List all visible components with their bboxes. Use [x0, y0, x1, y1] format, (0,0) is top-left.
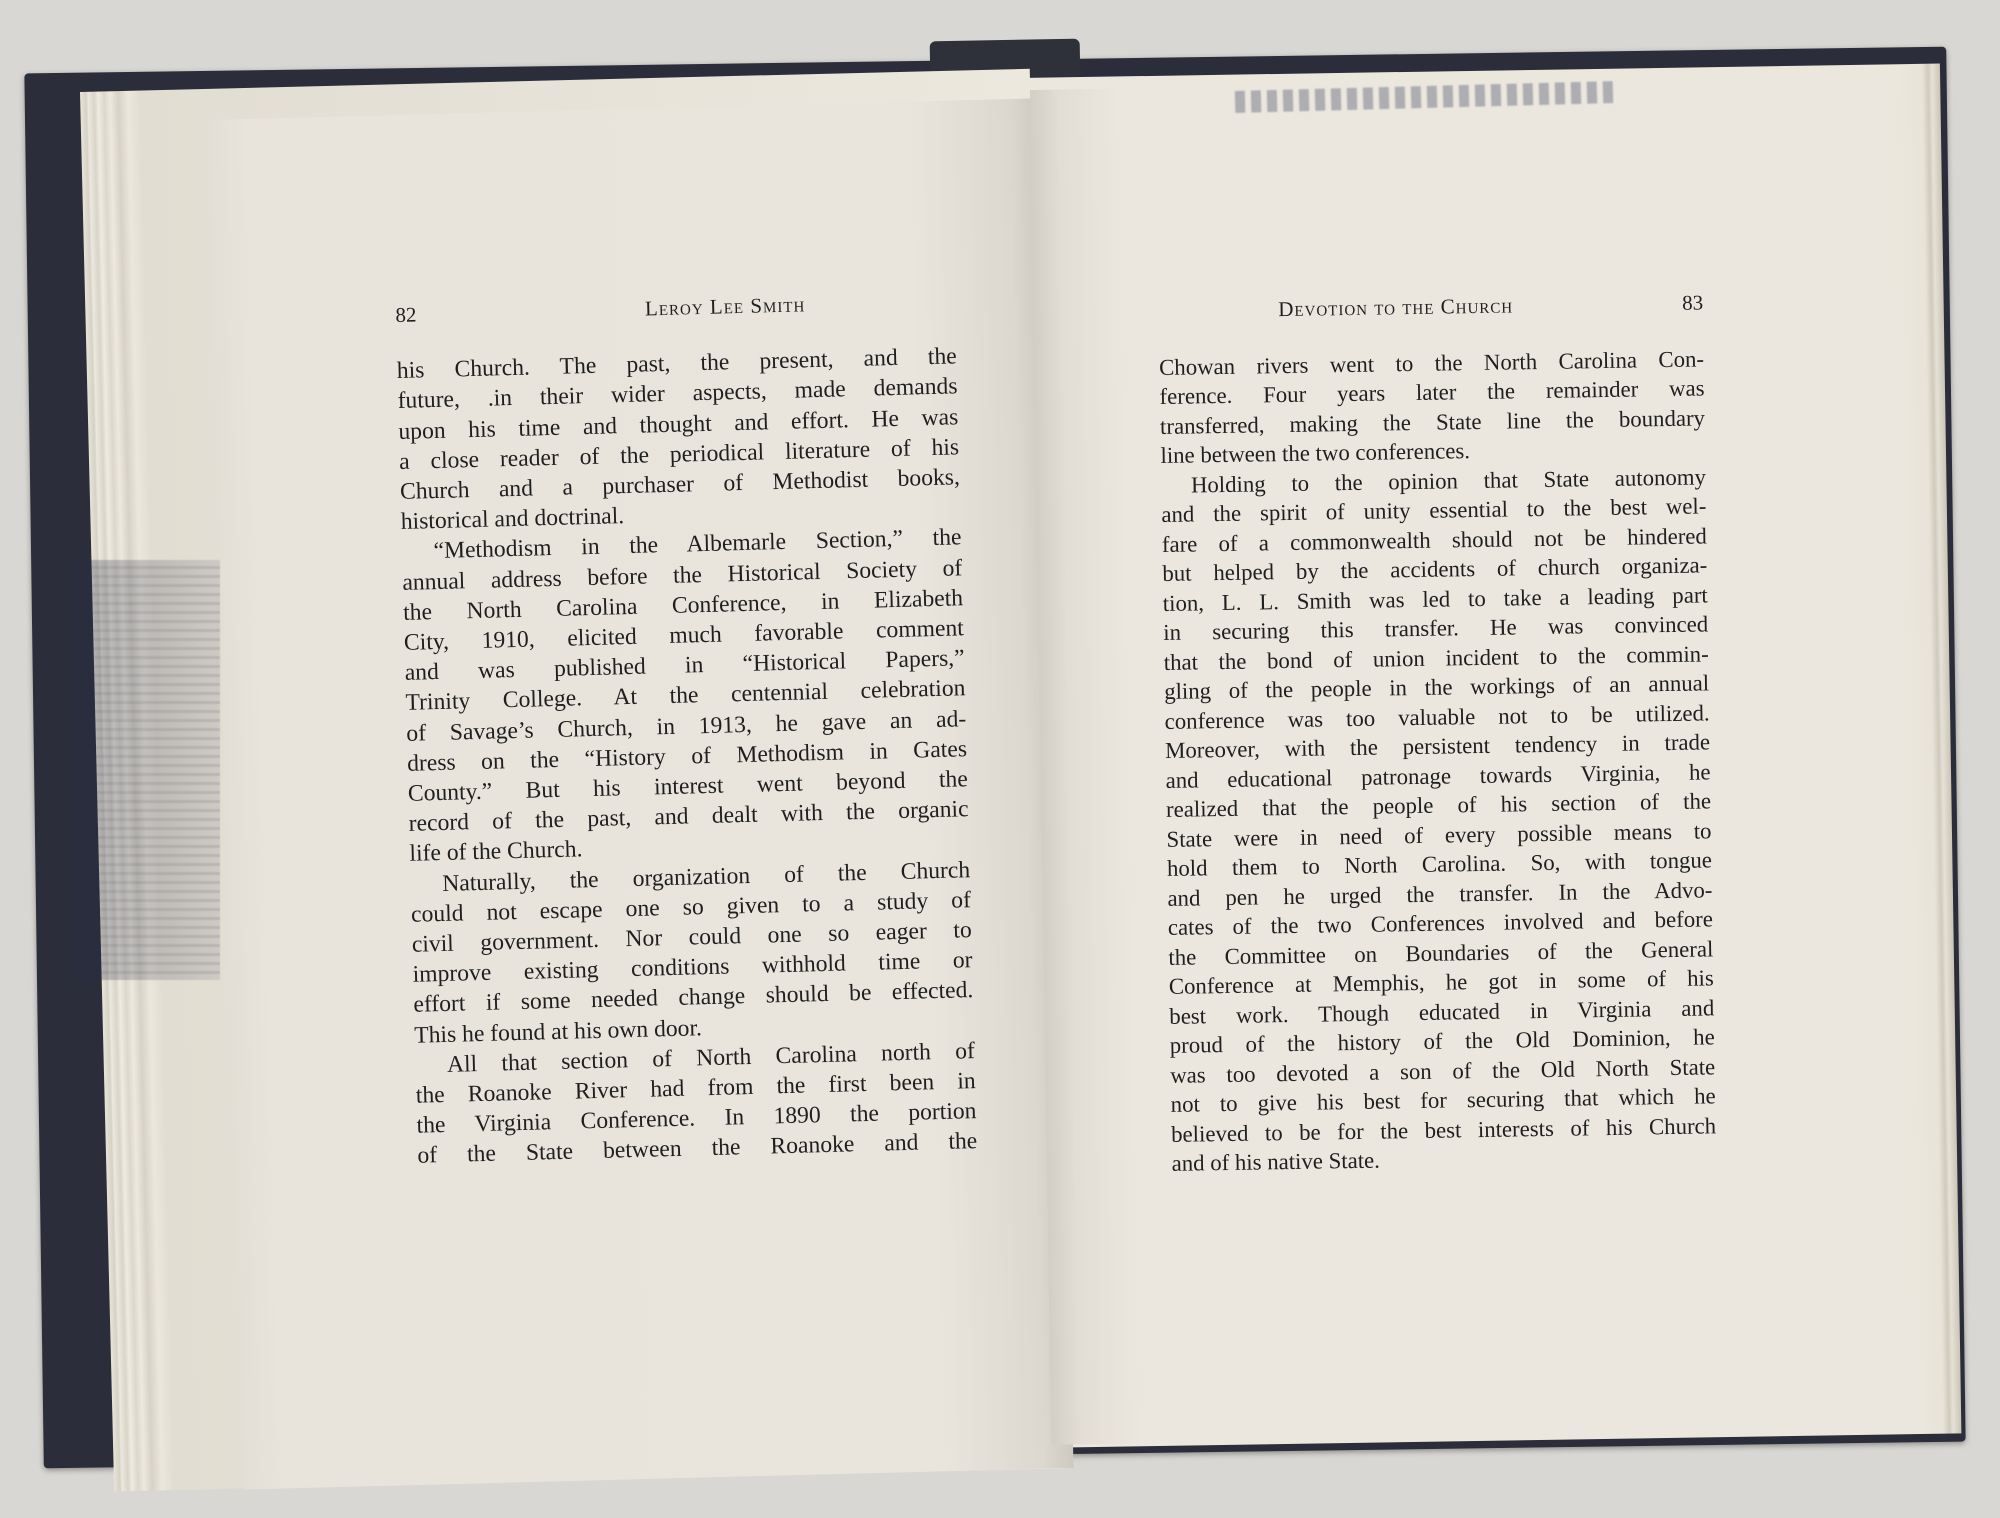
text-line: conference was too valuable not to be utilized. — [1164, 699, 1710, 734]
text-line: This he found at his own door. — [413, 1014, 703, 1049]
text-line: Conference at Memphis, he got in some of his — [1168, 965, 1714, 999]
text-line: hold them to North Carolina. So, with tongue — [1166, 847, 1713, 881]
text-line: and was published in “Historical Papers,” — [404, 645, 965, 687]
text-line: civil government. Nor could one so eager to — [411, 917, 973, 958]
text-line: the Virginia Conference. In 1890 the portion — [416, 1098, 977, 1139]
text-line: of Savage’s Church, in 1913, he gave an ad- — [406, 705, 967, 747]
text-line: and of his native State. — [1171, 1147, 1381, 1176]
text-line: fare of a commonwealth should not be hindered — [1161, 522, 1708, 557]
text-line: a close reader of the periodical literature of his — [398, 434, 960, 475]
right-running-title: Devotion to the Church — [1278, 293, 1514, 322]
right-body — [1159, 344, 1717, 1178]
text-line: best work. Though educated in Virginia and — [1169, 994, 1715, 1029]
text-line: and the spirit of unity essential to the best wel- — [1161, 493, 1707, 527]
text-line: of the State between the Roanoke and the — [417, 1128, 978, 1170]
right-page-text — [1158, 288, 1717, 1178]
text-line: Holding to the opinion that State autonomy — [1190, 463, 1707, 498]
text-line: but helped by the accidents of church organiza- — [1162, 552, 1708, 586]
text-line: ference. Four years later the remainder was — [1159, 375, 1705, 409]
text-line: and pen he urged the transfer. In the Advo- — [1167, 876, 1713, 911]
text-line: life of the Church. — [409, 836, 583, 868]
text-line: Chowan rivers went to the North Carolina Con- — [1158, 345, 1705, 380]
text-line: the Roanoke River had from the first been in — [415, 1068, 976, 1109]
text-line: annual address before the Historical Society of — [402, 554, 963, 596]
text-line: upon his time and thought and effort. He was — [398, 403, 959, 445]
text-line: in securing this transfer. He was convinced — [1163, 611, 1709, 645]
text-line: “Methodism in the Albemarle Section,” the — [433, 524, 962, 565]
text-line: believed to be for the best interests of his Church — [1170, 1112, 1717, 1147]
text-line: Church and a purchaser of Methodist books, — [399, 464, 961, 505]
text-line: record of the past, and dealt with the organic — [408, 796, 969, 838]
page-number-right: 83 — [1681, 290, 1704, 315]
left-page-text — [395, 285, 978, 1171]
text-line: tion, L. L. Smith was led to take a leading part — [1162, 581, 1708, 616]
text-line: not to give his best for securing that which he — [1170, 1083, 1716, 1117]
text-line: dress on the “History of Methodism in Gates — [406, 736, 968, 777]
text-line: historical and doctrinal. — [400, 503, 625, 536]
text-line: improve existing conditions withhold time or — [412, 947, 973, 989]
text-line: County.” But his interest went beyond the — [407, 766, 969, 807]
text-line: line between the two conferences. — [1160, 438, 1471, 468]
text-line: could not escape one so given to a study of — [410, 886, 972, 928]
text-line: Moreover, with the persistent tendency in trade — [1164, 729, 1711, 763]
text-line: cates of the two Conferences involved and before — [1167, 906, 1714, 940]
left-body — [396, 342, 977, 1172]
text-line: and educational patronage towards Virginia, he — [1165, 758, 1711, 793]
left-running-title: Leroy Lee Smith — [644, 292, 806, 321]
text-line: Trinity College. At the centennial celebration — [405, 675, 966, 717]
text-line: State were in need of every possible means to — [1166, 817, 1712, 852]
text-line: gling of the people in the workings of an annual — [1164, 670, 1710, 704]
library-stamp-edge-mark — [70, 560, 220, 980]
text-line: future, .in their wider aspects, made demands — [397, 373, 958, 415]
text-line: that the bond of union incident to the commin- — [1163, 640, 1709, 675]
text-line: Naturally, the organization of the Church — [441, 856, 971, 897]
text-line: City, 1910, elicited much favorable comment — [403, 615, 965, 656]
text-line: proud of the history of the Old Dominion, he — [1169, 1024, 1715, 1058]
text-line: effort if some needed change should be effected. — [413, 977, 974, 1019]
text-line: transferred, making the State line the boundary — [1159, 404, 1706, 439]
text-line: the North Carolina Conference, in Elizabeth — [402, 585, 964, 626]
text-line: All that section of North Carolina north of — [446, 1037, 976, 1078]
text-line: the Committee on Boundaries of the General — [1168, 935, 1714, 970]
text-line: was too devoted a son of the Old North State — [1170, 1053, 1716, 1088]
page-number-left: 82 — [395, 302, 417, 327]
text-line: his Church. The past, the present, and the — [396, 343, 958, 385]
text-line: realized that the people of his section of the — [1165, 788, 1712, 822]
